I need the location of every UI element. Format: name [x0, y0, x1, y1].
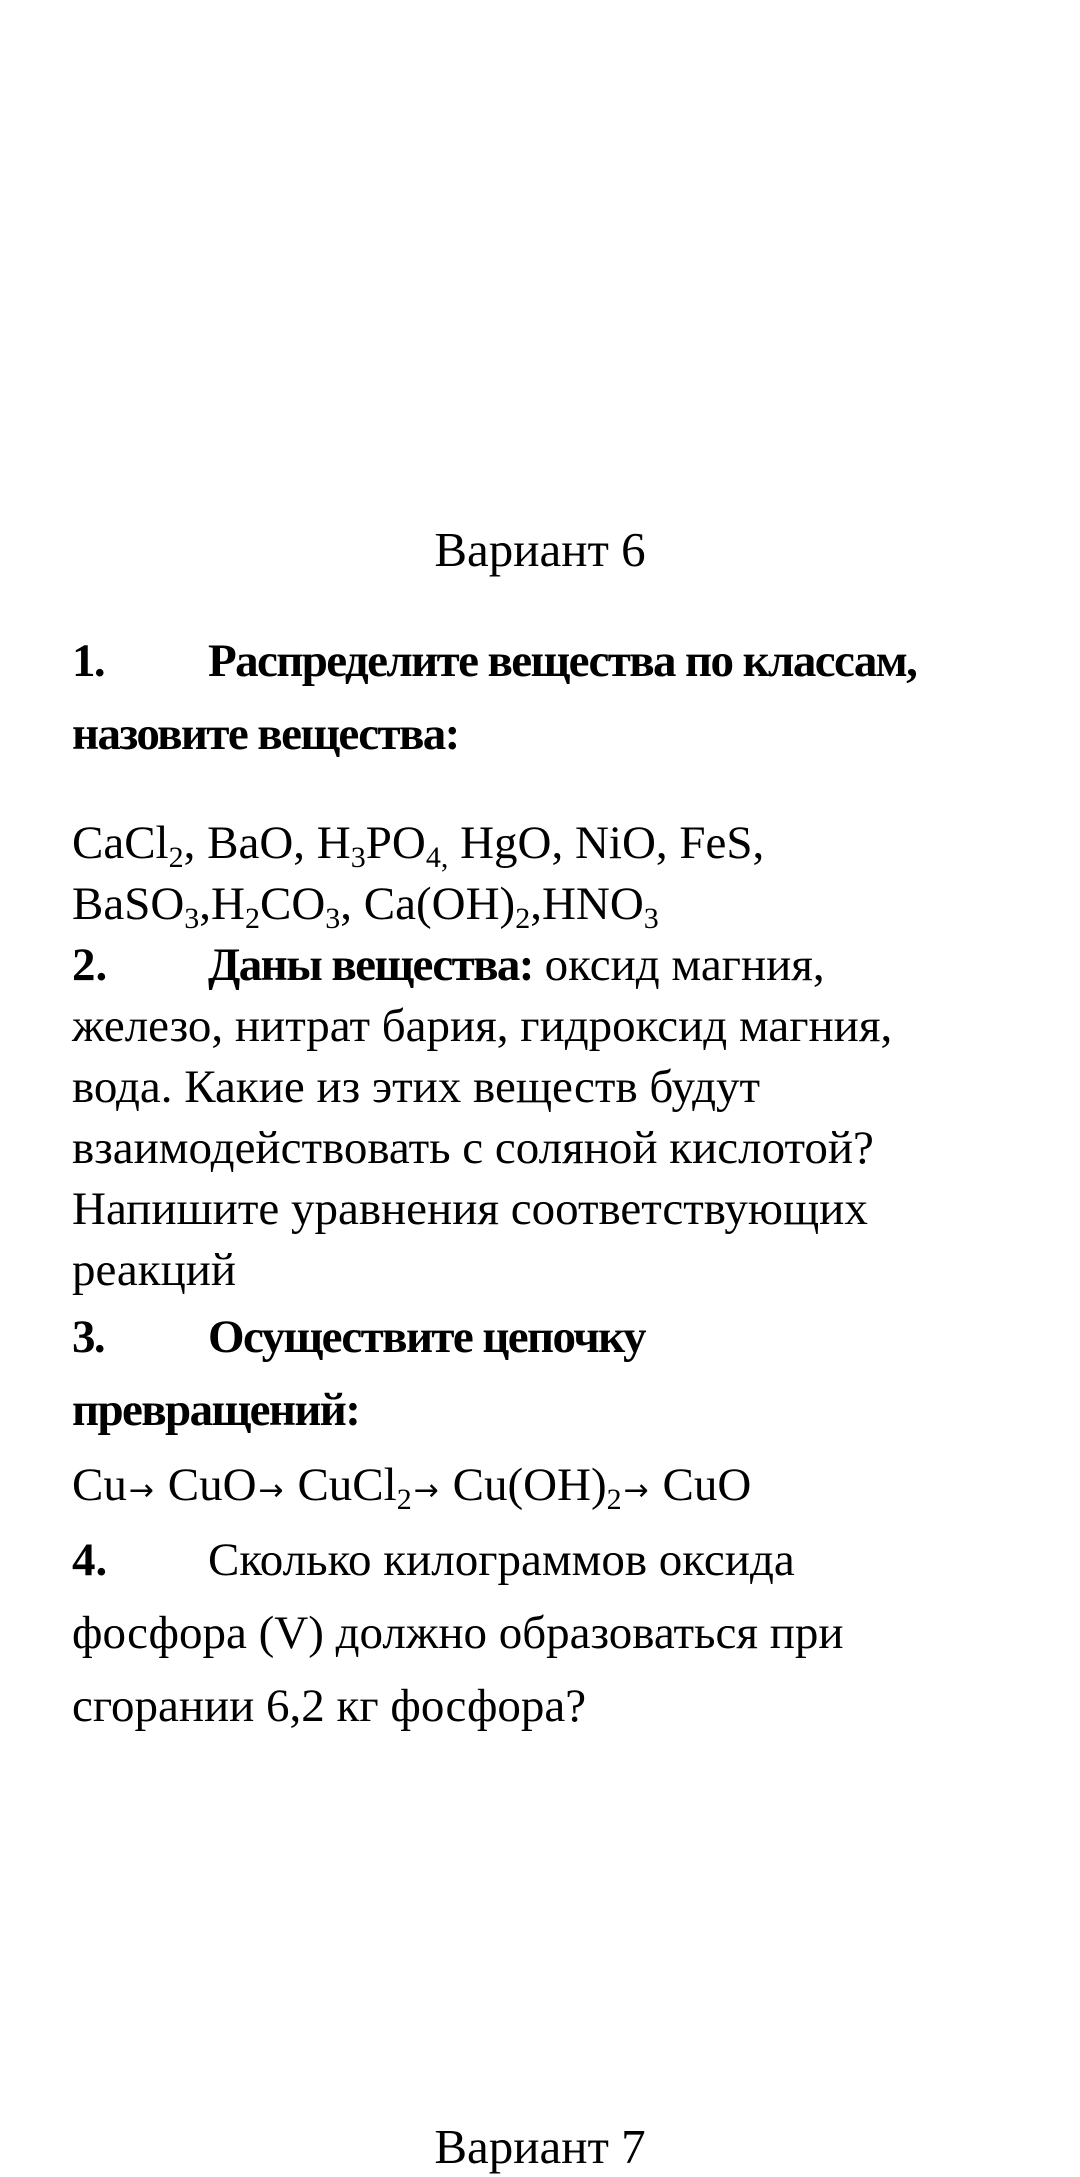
q1-title-line2: назовите вещества:	[72, 708, 459, 760]
subscript: 3	[325, 902, 341, 935]
q1-number: 1.	[72, 635, 105, 687]
formula-part: ,H	[199, 878, 245, 930]
formula-part: , BaO, H	[183, 817, 351, 869]
formula-part: PO	[365, 817, 426, 869]
chain-substance: CuO	[167, 1459, 257, 1511]
subscript: 2	[168, 841, 184, 874]
subscript: 4,	[425, 841, 449, 874]
task-list	[72, 625, 1032, 1743]
q1-formulas-line2	[72, 874, 1032, 935]
q2-line1	[72, 935, 1032, 996]
subscript: 2	[245, 902, 260, 935]
q2-bold-label: Даны вещества:	[208, 939, 533, 991]
subscript: 3	[350, 841, 366, 874]
formula-part: HgO, NiO, FeS,	[448, 817, 765, 869]
q3-title-line2: превращений:	[72, 1384, 360, 1436]
variant-title: Вариант 6	[434, 522, 646, 577]
spacer	[72, 771, 1032, 813]
subscript: 2	[606, 1483, 622, 1516]
formula-part: CO	[260, 878, 326, 930]
subscript: 3	[184, 902, 200, 935]
subscript: 2	[515, 902, 531, 935]
q1-title-text: Распределите вещества по классам,	[208, 635, 917, 687]
q2-line5: Напишите уравнения соответствующих	[72, 1183, 868, 1235]
chain-substance: Cu(OH)	[452, 1459, 607, 1511]
q2-line2: железо, нитрат бария, гидроксид магния,	[72, 1000, 893, 1052]
chain-substance: CuO	[662, 1459, 752, 1511]
arrow-icon: →	[128, 1473, 154, 1508]
subscript: 3	[643, 902, 659, 935]
q1-formulas-line1	[72, 813, 1032, 874]
subscript: 2	[396, 1483, 412, 1516]
q4-line3: сгорании 6,2 кг фосфора?	[72, 1680, 587, 1732]
q3-title-line1	[72, 1301, 1032, 1374]
arrow-icon: →	[623, 1473, 649, 1508]
q3-title-text: Осуществите цепочку	[208, 1311, 645, 1363]
q2-number: 2.	[72, 939, 108, 991]
q1-title-line1	[72, 625, 1032, 698]
arrow-icon: →	[258, 1473, 284, 1508]
q2-line4: взаимодействовать с соляной кислотой?	[72, 1122, 874, 1174]
q4-number: 4.	[72, 1534, 108, 1586]
q2-line6: реакций	[72, 1244, 237, 1296]
q3-number: 3.	[72, 1311, 105, 1363]
q2-line3: вода. Какие из этих веществ будут	[72, 1061, 761, 1113]
arrow-icon: →	[413, 1473, 439, 1508]
q2-line1-rest: оксид магния,	[532, 939, 825, 991]
formula-part: BaSO	[72, 878, 185, 930]
chain-substance: Cu	[72, 1459, 127, 1511]
chain-substance: CuCl	[297, 1459, 397, 1511]
q4-line2: фосфора (V) должно образоваться при	[72, 1607, 844, 1659]
q4-line1	[72, 1524, 1032, 1597]
formula-part: CaCl	[72, 817, 169, 869]
formula-part: , Ca(OH)	[340, 878, 516, 930]
formula-part: ,HNO	[530, 878, 644, 930]
next-variant-title: Вариант 7	[434, 2119, 646, 2174]
q4-line1-text: Сколько килограммов оксида	[208, 1534, 795, 1586]
q3-reaction-chain	[72, 1447, 1032, 1524]
